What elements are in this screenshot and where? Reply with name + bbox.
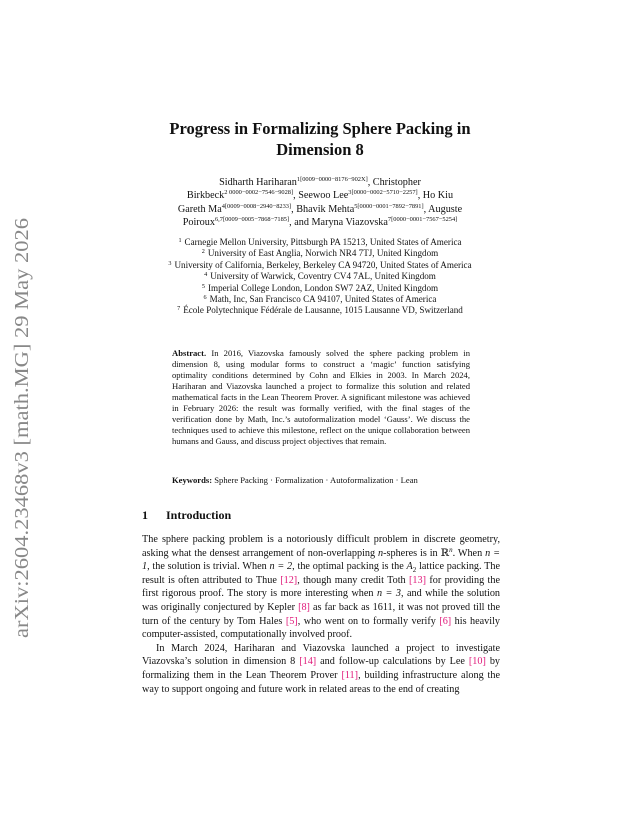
author-line-4 (130, 216, 510, 229)
author-name: Poiroux (182, 217, 215, 229)
citation-link[interactable]: [13] (409, 574, 426, 586)
author-orcid: 1[0009−0000−8176−902X] (296, 176, 368, 183)
author-separator: , Ho Kiu (417, 190, 454, 202)
text-run: lattice packing. The result is often attributed to Thue (142, 561, 501, 586)
title-line-2: Dimension 8 (276, 140, 364, 159)
affiliation-text: University of East Anglia, Norwich NR4 7TJ, United Kingdom (207, 248, 439, 259)
text-run: as far back as 1611, it was not proved till the turn of the century by Tom Hales (142, 601, 500, 627)
affiliation-text: École Polytechnique Fédérale de Lausanne, 1015 Lausanne VD, Switzerland (183, 305, 463, 316)
section-heading (142, 508, 231, 523)
affiliation-item (120, 237, 520, 248)
affiliation-number: 4 (204, 271, 208, 279)
math-inline: n = 2 (269, 561, 293, 573)
affiliation-number: 2 (201, 248, 205, 256)
author-orcid: 6,7[0009−0005−7868−7185] (214, 216, 290, 224)
abstract (172, 348, 470, 447)
text-run: , and while the solution was originally conjectured by Kepler (142, 588, 501, 613)
affiliation-number: 3 (168, 259, 172, 267)
citation-link[interactable]: [10] (468, 656, 486, 668)
affiliation-number: 1 (178, 237, 182, 244)
text-run: -spheres is in ℝ (383, 547, 450, 559)
text-run: In March 2024, Hariharan and Viazovska launched a project to investigate Viazovska’s solution in dimension 8 (142, 642, 500, 668)
author-list (130, 176, 510, 230)
author-line-3 (130, 203, 510, 216)
affiliation-text: Imperial College London, London SW7 2AZ, United Kingdom (208, 282, 439, 293)
citation-link[interactable]: [12] (280, 574, 298, 586)
author-separator: , Auguste (423, 203, 463, 215)
text-run: for providing the first rigorous proof. The story is more interesting when (142, 574, 500, 600)
text-run: , the optimal packing is the (292, 561, 407, 573)
keywords (172, 475, 470, 486)
author-name: , Seewoo Lee (293, 190, 349, 202)
text-run: and follow-up calculations by Lee (316, 656, 469, 668)
author-name: Gareth Ma (177, 203, 222, 215)
math-inline: n (449, 545, 453, 554)
body-text (142, 533, 500, 696)
affiliation-item (120, 305, 520, 316)
affiliation-item (120, 283, 520, 294)
math-inline: A (406, 561, 413, 573)
text-run: , though many credit Toth (297, 574, 409, 586)
author-orcid: 2 0000−0002−7546−9028] (224, 189, 294, 197)
affiliation-text: University of Warwick, Coventry CV4 7AL, United Kingdom (210, 271, 436, 282)
affiliation-item (120, 294, 520, 305)
affiliation-list (120, 237, 520, 317)
author-name: Birkbeck (186, 190, 225, 202)
affiliation-number: 7 (177, 305, 181, 313)
paper-title (140, 118, 500, 160)
section-title: Introduction (166, 508, 232, 522)
math-inline: n = 1 (142, 547, 501, 573)
affiliation-text: Math, Inc, San Francisco CA 94107, United States of America (209, 294, 437, 305)
text-run: . When (452, 547, 486, 559)
text-run: The sphere packing problem is a notoriously difficult problem in discrete geometry, asking what the densest arrangement of non-overlapping (142, 534, 500, 559)
abstract-text: In 2016, Viazovska famously solved the sphere packing problem in dimension 8, using modular forms to construct a ‘magic’ function satisfying optimality conditions determined by Cohn and Elkies in 2003. In March 2024, Hariharan and Viazovska launched a project to formalize this solution and related mathematical facts in the Lean Theorem Prover. A significant milestone was achieved in February 2026: the result was formally verified, with the final stages of the verification done by Math, Inc.’s autoformalization model ‘Gauss’. We discuss the techniques used to achieve this milestone, reflect on the unique collaboration between humans and Gauss, and discuss project objectives that remain. (172, 348, 470, 446)
affiliation-number: 5 (201, 282, 205, 290)
author-orcid: 5[0000−0001−7892−7891] (354, 202, 424, 210)
math-inline: n (378, 547, 384, 559)
text-run: by formalizing them in the Lean Theorem Prover (142, 656, 501, 681)
author-separator: , Christopher (367, 177, 421, 188)
section-number: 1 (142, 508, 148, 522)
text-run: , the solution is trivial. When (147, 561, 270, 573)
author-orcid: 7[0000−0001−7567−5254] (387, 216, 458, 224)
math-inline: 2 (412, 566, 417, 575)
arxiv-stamp (4, 210, 38, 640)
keywords-label: Keywords: (172, 475, 213, 485)
citation-link[interactable]: [14] (299, 656, 317, 668)
affiliation-item (120, 260, 520, 271)
affiliation-text: Carnegie Mellon University, Pittsburgh PA 15213, United States of America (184, 237, 462, 247)
author-orcid: 4[0009−0008−2940−8233] (221, 202, 292, 210)
math-inline: n = 3 (376, 588, 401, 600)
citation-link[interactable]: [6] (439, 615, 452, 627)
text-run: , who went on to formally verify (297, 615, 440, 627)
affiliation-number: 6 (203, 294, 207, 302)
citation-link[interactable]: [5] (285, 615, 298, 627)
author-line-1 (130, 176, 510, 189)
arxiv-stamp-text: arXiv:2604.23468v3 [math.MG] 29 May 2026 (12, 274, 33, 638)
author-name: , and Maryna Viazovska (289, 217, 388, 229)
text-run: , building infrastructure along the way to support ongoing and future work in related areas to the end of creating (142, 669, 500, 695)
affiliation-item (120, 248, 520, 259)
arxiv-stamp-svg (4, 210, 38, 640)
keywords-text: Sphere Packing · Formalization · Autoformalization · Lean (214, 475, 418, 485)
paragraph-2 (142, 642, 500, 696)
citation-link[interactable]: [8] (298, 601, 310, 613)
abstract-label: Abstract. (172, 348, 207, 358)
affiliation-item (120, 271, 520, 282)
text-run: his heavily computer-assisted, computationally involved proof. (142, 615, 500, 641)
author-orcid: 3[0000−0002−5710−2257] (348, 189, 418, 197)
title-line-1: Progress in Formalizing Sphere Packing in (169, 119, 471, 138)
affiliation-text: University of California, Berkeley, Berkeley CA 94720, United States of America (174, 259, 472, 270)
author-line-2 (130, 189, 510, 202)
author-name: , Bhavik Mehta (291, 203, 355, 215)
author-name: Sidharth Hariharan (219, 177, 297, 188)
paragraph-1 (142, 533, 500, 642)
citation-link[interactable]: [11] (341, 669, 359, 681)
